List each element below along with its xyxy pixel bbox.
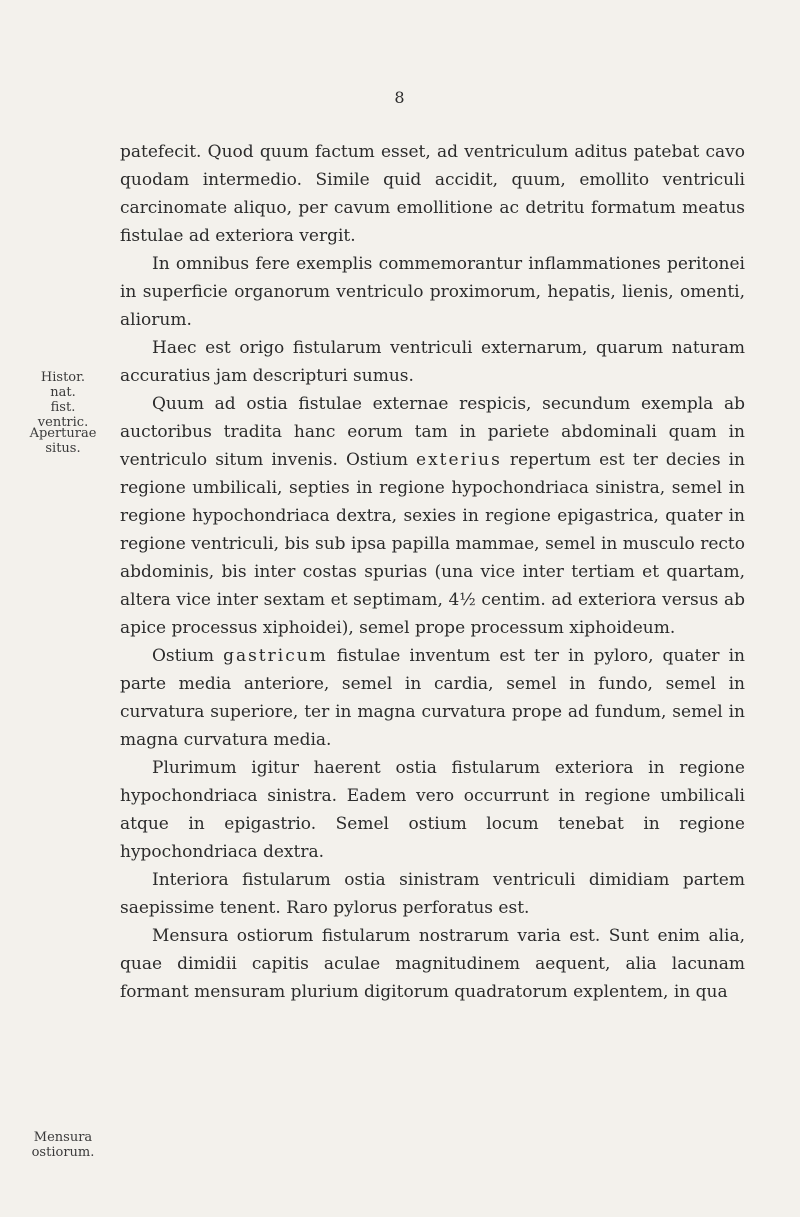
- margin-note-aperturae: [28, 426, 98, 456]
- margin-note-line: situs.: [45, 441, 81, 456]
- margin-note-line: Aperturae: [29, 426, 97, 441]
- emphasized-term: exterius: [416, 450, 502, 470]
- paragraph: [120, 390, 745, 642]
- margin-note-histor: [28, 370, 98, 430]
- page-number: 8: [394, 88, 406, 107]
- paragraph: [120, 642, 745, 754]
- paragraph: Mensura ostiorum fistularum nostrarum varia est. Sunt enim alia, quae dimidii capitis aculae magnitudinem aequent, alia lacunam formant mensuram plurium digitorum quadratorum explentem, in qua: [120, 926, 745, 1002]
- margin-note-line: ostiorum.: [31, 1145, 95, 1160]
- margin-note-mensura: [28, 1130, 98, 1160]
- margin-note-line: Histor. nat.: [40, 370, 86, 400]
- paragraph: patefecit. Quod quum factum esset, ad ventriculum aditus patebat cavo quodam intermedio. Simile quid accidit, quum, emollito ventriculi carcinomate aliquo, per cavum emollitione ac detritu formatum meatus fistulae ad exteriora vergit.: [120, 142, 745, 246]
- paragraph-text: fistulae inventum est ter in pyloro, quater in parte media anteriore, semel in cardia, semel in fundo, semel in curvatura superiore, ter in magna curvatura prope ad fundum, semel in magna curvatura media.: [120, 646, 745, 750]
- paragraph-text: Quum ad ostia fistulae externae respicis, secundum exempla ab auctoribus tradita hanc eorum tam in pariete abdominali quam in ventriculo situm invenis. Ostium: [120, 394, 745, 470]
- paragraph-text: Ostium: [152, 646, 214, 666]
- paragraph: Plurimum igitur haerent ostia fistularum exteriora in regione hypochondriaca sinistra. Eadem vero occurrunt in regione umbilicali atque in epigastrio. Semel ostium locum tenebat in regione hypochondriaca dextra.: [120, 758, 745, 862]
- margin-note-line: Mensura: [33, 1130, 93, 1145]
- margin-note-line: fist. ventric.: [37, 400, 89, 430]
- paragraph-text: repertum est ter decies in regione umbilicali, septies in regione hypochondriaca sinistra, semel in regione hypochondriaca dextra, sexies in regione epigastrica, quater in regione ventriculi, bis sub ipsa papilla mammae, semel in musculo recto abdominis, bis inter costas spurias (una vice inter tertiam et quartam, altera vice inter sextam et septimam, 4½ centim. ad exteriora versus ab apice processus xiphoidei), semel prope processum xiphoideum.: [120, 450, 745, 638]
- paragraph: Haec est origo fistularum ventriculi externarum, quarum naturam accuratius jam descripturi sumus.: [120, 338, 745, 386]
- paragraph: In omnibus fere exemplis commemorantur inflammationes peritonei in superficie organorum ventriculo proximorum, hepatis, lienis, omenti, aliorum.: [120, 254, 745, 330]
- emphasized-term: gastricum: [223, 646, 328, 666]
- body-text: [120, 138, 745, 1006]
- paragraph: Interiora fistularum ostia sinistram ventriculi dimidiam partem saepissime tenent. Raro pylorus perforatus est.: [120, 870, 745, 918]
